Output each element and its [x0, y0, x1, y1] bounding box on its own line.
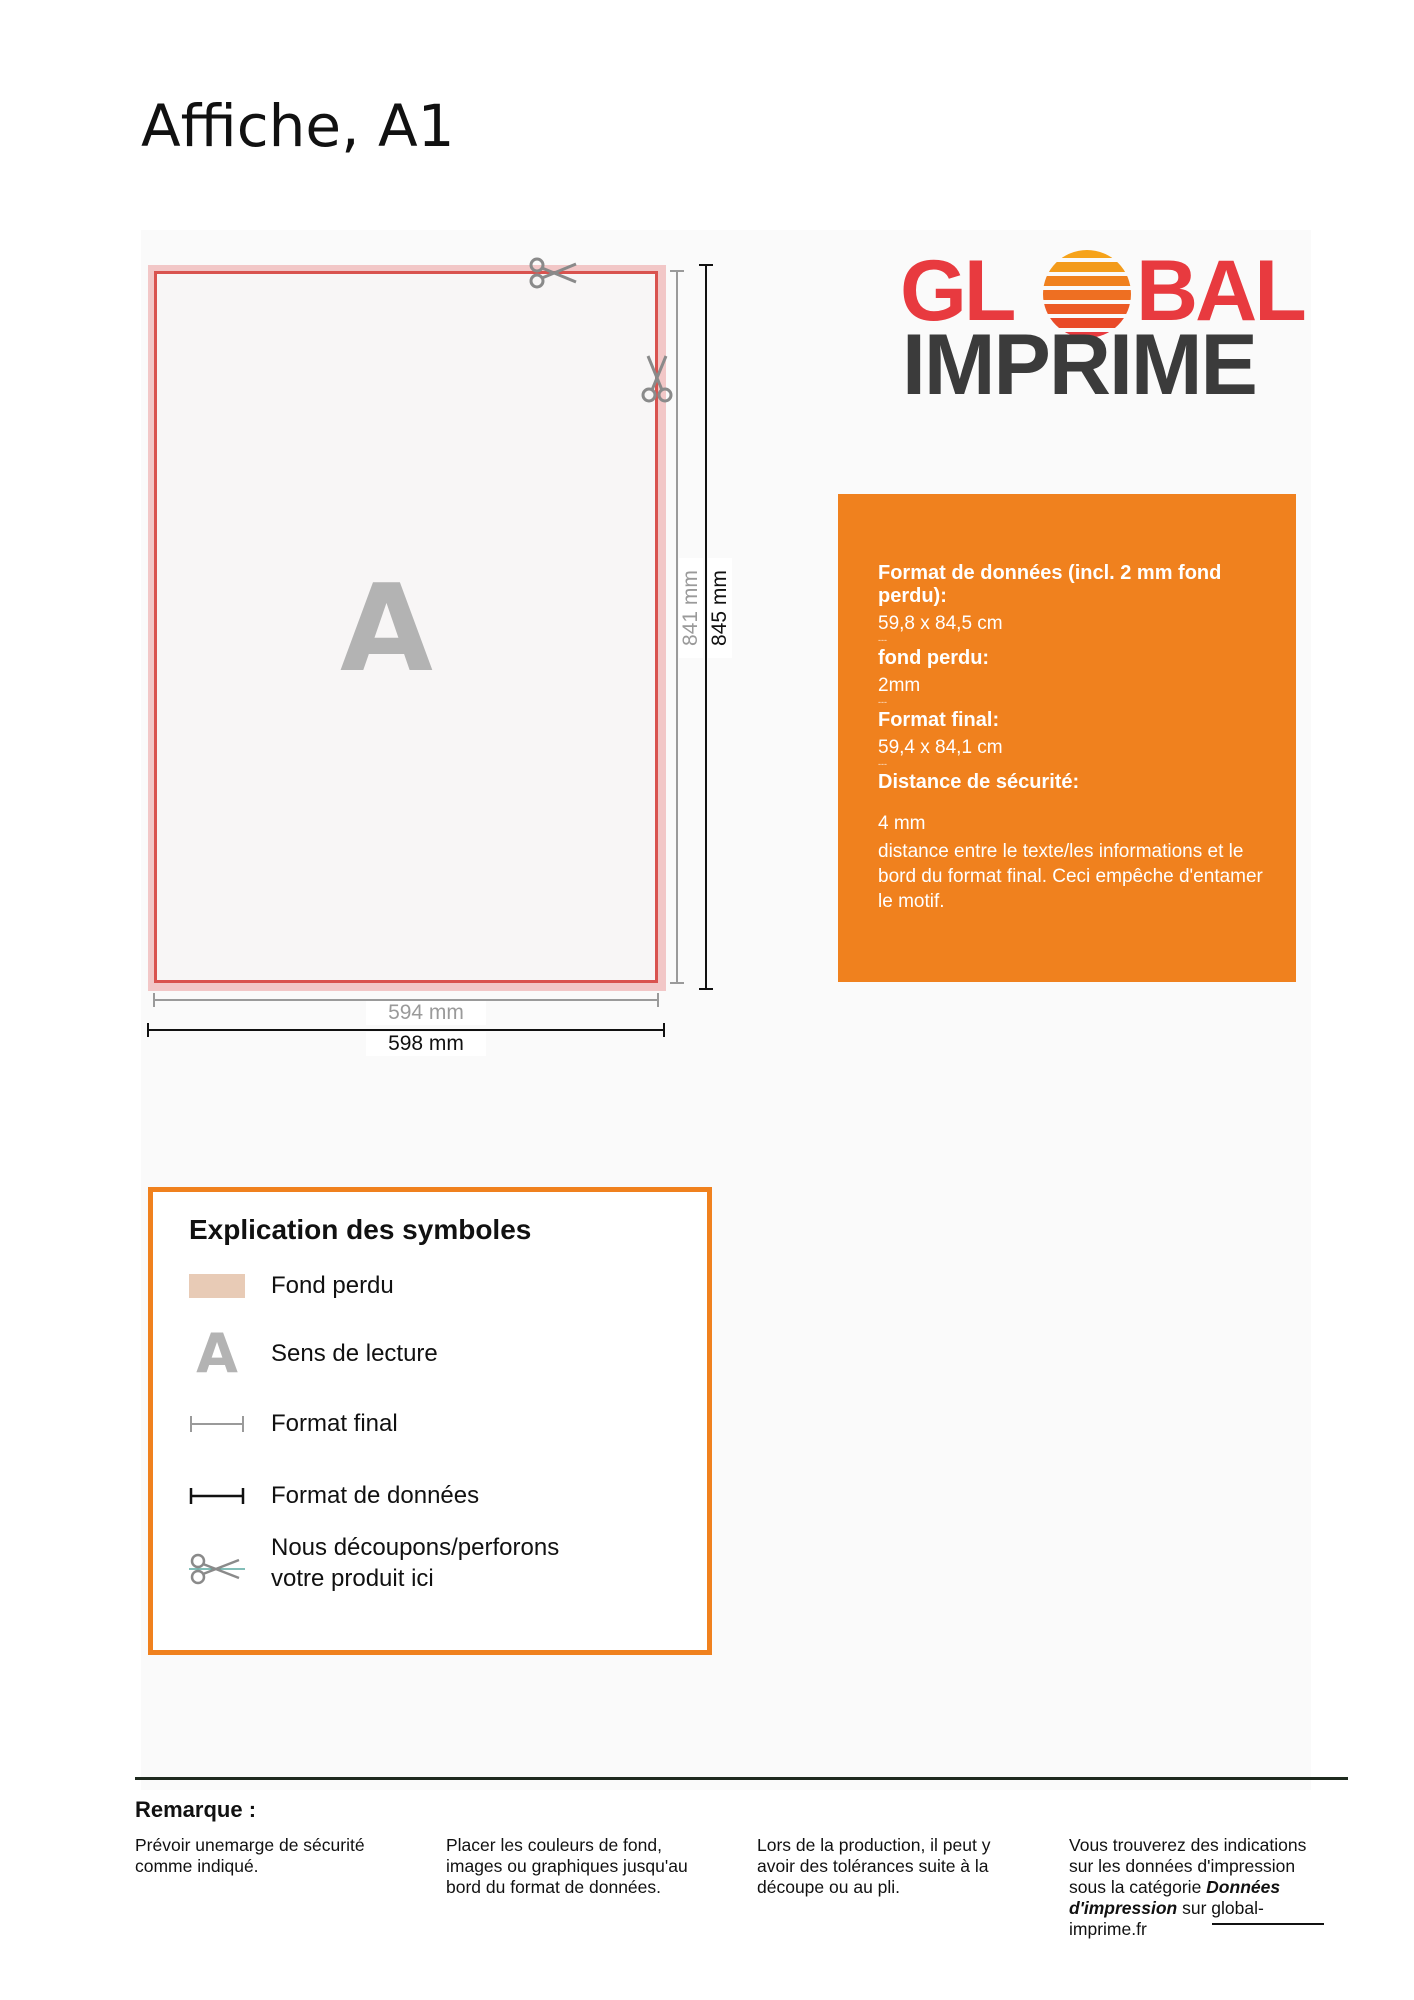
scissors-icon [189, 1552, 245, 1586]
legend-item-label: Sens de lecture [271, 1340, 438, 1367]
legend-item-final-format [189, 1408, 689, 1448]
remark-column-3: Lors de la production, il peut y avoir des tolérances suite à la découpe ou au pli. [757, 1835, 991, 1897]
print-data-category: Données d'impression [1069, 1877, 1281, 1918]
bleed-value: 2mm [878, 675, 921, 696]
data-width-label: 598 mm [366, 1032, 486, 1056]
global-imprime-logo: GL BAL IMPRIME [900, 243, 1304, 413]
separator: --- [878, 697, 887, 707]
separator: --- [878, 635, 887, 645]
remark-column-2: Placer les couleurs de fond, images ou graphiques jusqu'au bord du format de données. [446, 1835, 688, 1897]
legend-item-label: Format de données [271, 1482, 480, 1509]
final-format-label: Format final: [878, 709, 1000, 731]
legend-item-label: Fond perdu [271, 1272, 394, 1299]
symbol-legend [148, 1187, 712, 1655]
legend-item-reading-direction [189, 1324, 689, 1384]
data-format-label: Format de données (incl. 2 mm fond perdu): [878, 562, 1222, 607]
reading-direction-letter: A [340, 560, 433, 699]
legend-item-label: Nous découpons/perforons votre produit ici [271, 1534, 560, 1592]
data-height-label: 845 mm [708, 558, 732, 658]
safety-distance-value: 4 mm [878, 813, 926, 834]
safety-distance-label: Distance de sécurité: [878, 771, 1080, 793]
logo-imprime-text: IMPRIME [902, 317, 1256, 413]
remark-column-4: Vous trouverez des indications sur les données d'impression sous la catégorie Données d'impression sur global-imprime.fr [1069, 1835, 1307, 1939]
final-format-icon [189, 1414, 245, 1434]
separator: --- [878, 759, 887, 769]
legend-item-scissors [189, 1532, 689, 1602]
page-title: Affiche, A1 [141, 92, 455, 160]
website-link[interactable]: global-imprime.fr [1069, 1898, 1264, 1939]
legend-item-data-format [189, 1480, 689, 1520]
reading-direction-icon: A [196, 1322, 238, 1385]
data-format-value: 59,8 x 84,5 cm [878, 613, 1003, 634]
final-height-label: 841 mm [679, 558, 703, 658]
bleed-swatch-icon [189, 1274, 245, 1298]
remark-title: Remarque : [135, 1797, 257, 1822]
final-format-value: 59,4 x 84,1 cm [878, 737, 1003, 758]
data-format-icon [189, 1486, 245, 1506]
remark-divider [135, 1777, 1348, 1780]
final-width-label: 594 mm [366, 1001, 486, 1025]
legend-item-bleed [189, 1270, 689, 1310]
legend-title: Explication des symboles [189, 1214, 532, 1245]
remark-column-1: Prévoir unemarge de sécurité comme indiqué. [135, 1835, 365, 1876]
legend-item-label: Format final [271, 1410, 398, 1437]
safety-distance-description: distance entre le texte/les informations et le bord du format final. Ceci empêche d'entamer le motif. [878, 841, 1263, 912]
bleed-label: fond perdu: [878, 647, 990, 669]
link-underline [1212, 1923, 1324, 1925]
scissors-icon [528, 256, 578, 290]
format-info-box [838, 494, 1296, 982]
